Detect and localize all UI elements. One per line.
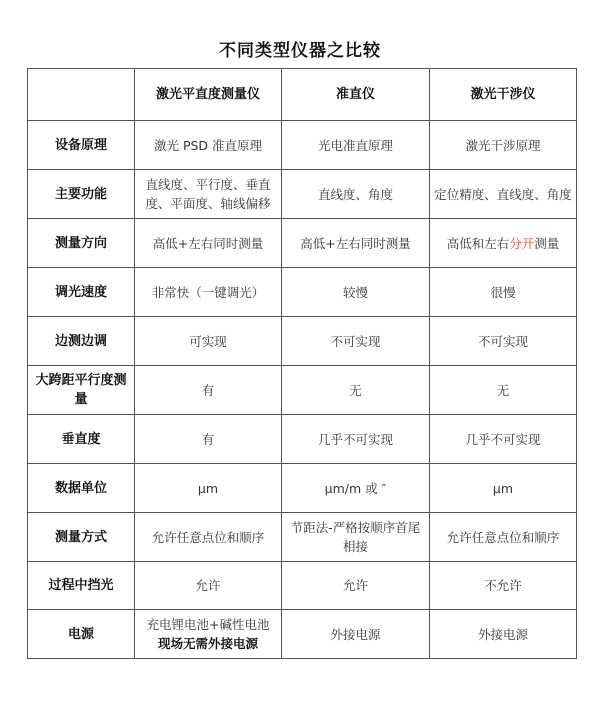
cell-text: 测量 [534,235,560,251]
row-label: 电源 [28,610,135,659]
table-cell: 高低+左右同时测量 [135,219,282,268]
table-cell: μm/m 或 ″ [282,464,430,513]
table-cell: μm [135,464,282,513]
row-label: 测量方向 [28,219,135,268]
table-cell: 较慢 [282,268,430,317]
table-cell: 光电准直原理 [282,121,430,170]
table-cell: 高低+左右同时测量 [282,219,430,268]
table-cell: 不允许 [430,562,577,610]
table-cell: 外接电源 [282,610,430,659]
table-cell: 不可实现 [430,317,577,366]
table-row [28,513,577,562]
table-row [28,562,577,610]
table-cell: 激光干涉原理 [430,121,577,170]
row-label: 调光速度 [28,268,135,317]
table-cell: 节距法-严格按顺序首尾相接 [282,513,430,562]
table-cell: 定位精度、直线度、角度 [430,170,577,219]
row-label: 过程中挡光 [28,562,135,610]
table-cell: 无 [430,366,577,415]
table-row [28,317,577,366]
table-cell: 外接电源 [430,610,577,659]
table-cell: 有 [135,366,282,415]
cell-line: 充电锂电池+碱性电池 [146,617,270,632]
row-label: 数据单位 [28,464,135,513]
table-cell [135,610,282,659]
cell-line-bold: 现场无需外接电源 [157,636,258,651]
row-label: 边测边调 [28,317,135,366]
table-cell: 不可实现 [282,317,430,366]
table-cell: μm [430,464,577,513]
table-row [28,610,577,659]
table-cell: 允许任意点位和顺序 [135,513,282,562]
highlighted-text: 分开 [509,235,535,251]
table-row [28,366,577,415]
table-cell: 无 [282,366,430,415]
table-row [28,415,577,464]
table-cell: 允许 [282,562,430,610]
table-row [28,121,577,170]
table-cell: 几乎不可实现 [282,415,430,464]
table-row [28,219,577,268]
row-label: 垂直度 [28,415,135,464]
header-corner-cell [28,69,135,121]
row-label: 大跨距平行度测量 [28,366,135,415]
page-title: 不同类型仪器之比较 [219,41,381,61]
cell-text: 高低和左右 [446,235,510,251]
table-cell: 几乎不可实现 [430,415,577,464]
table-cell: 有 [135,415,282,464]
row-label: 主要功能 [28,170,135,219]
table-cell: 直线度、平行度、垂直度、平面度、轴线偏移 [135,170,282,219]
header-col-laser-flatness: 激光平直度测量仪 [135,69,282,121]
row-label: 测量方式 [28,513,135,562]
table-cell: 允许任意点位和顺序 [430,513,577,562]
table-row [28,170,577,219]
table-cell [430,219,577,268]
comparison-table [27,68,577,659]
header-col-collimator: 准直仪 [282,69,430,121]
table-cell: 可实现 [135,317,282,366]
table-cell: 允许 [135,562,282,610]
header-col-interferometer: 激光干涉仪 [430,69,577,121]
table-cell: 很慢 [430,268,577,317]
row-label: 设备原理 [28,121,135,170]
table-row [28,464,577,513]
table-cell: 激光 PSD 准直原理 [135,121,282,170]
table-header-row [28,69,577,121]
table-cell: 直线度、角度 [282,170,430,219]
table-row [28,268,577,317]
table-cell: 非常快（一键调光） [135,268,282,317]
